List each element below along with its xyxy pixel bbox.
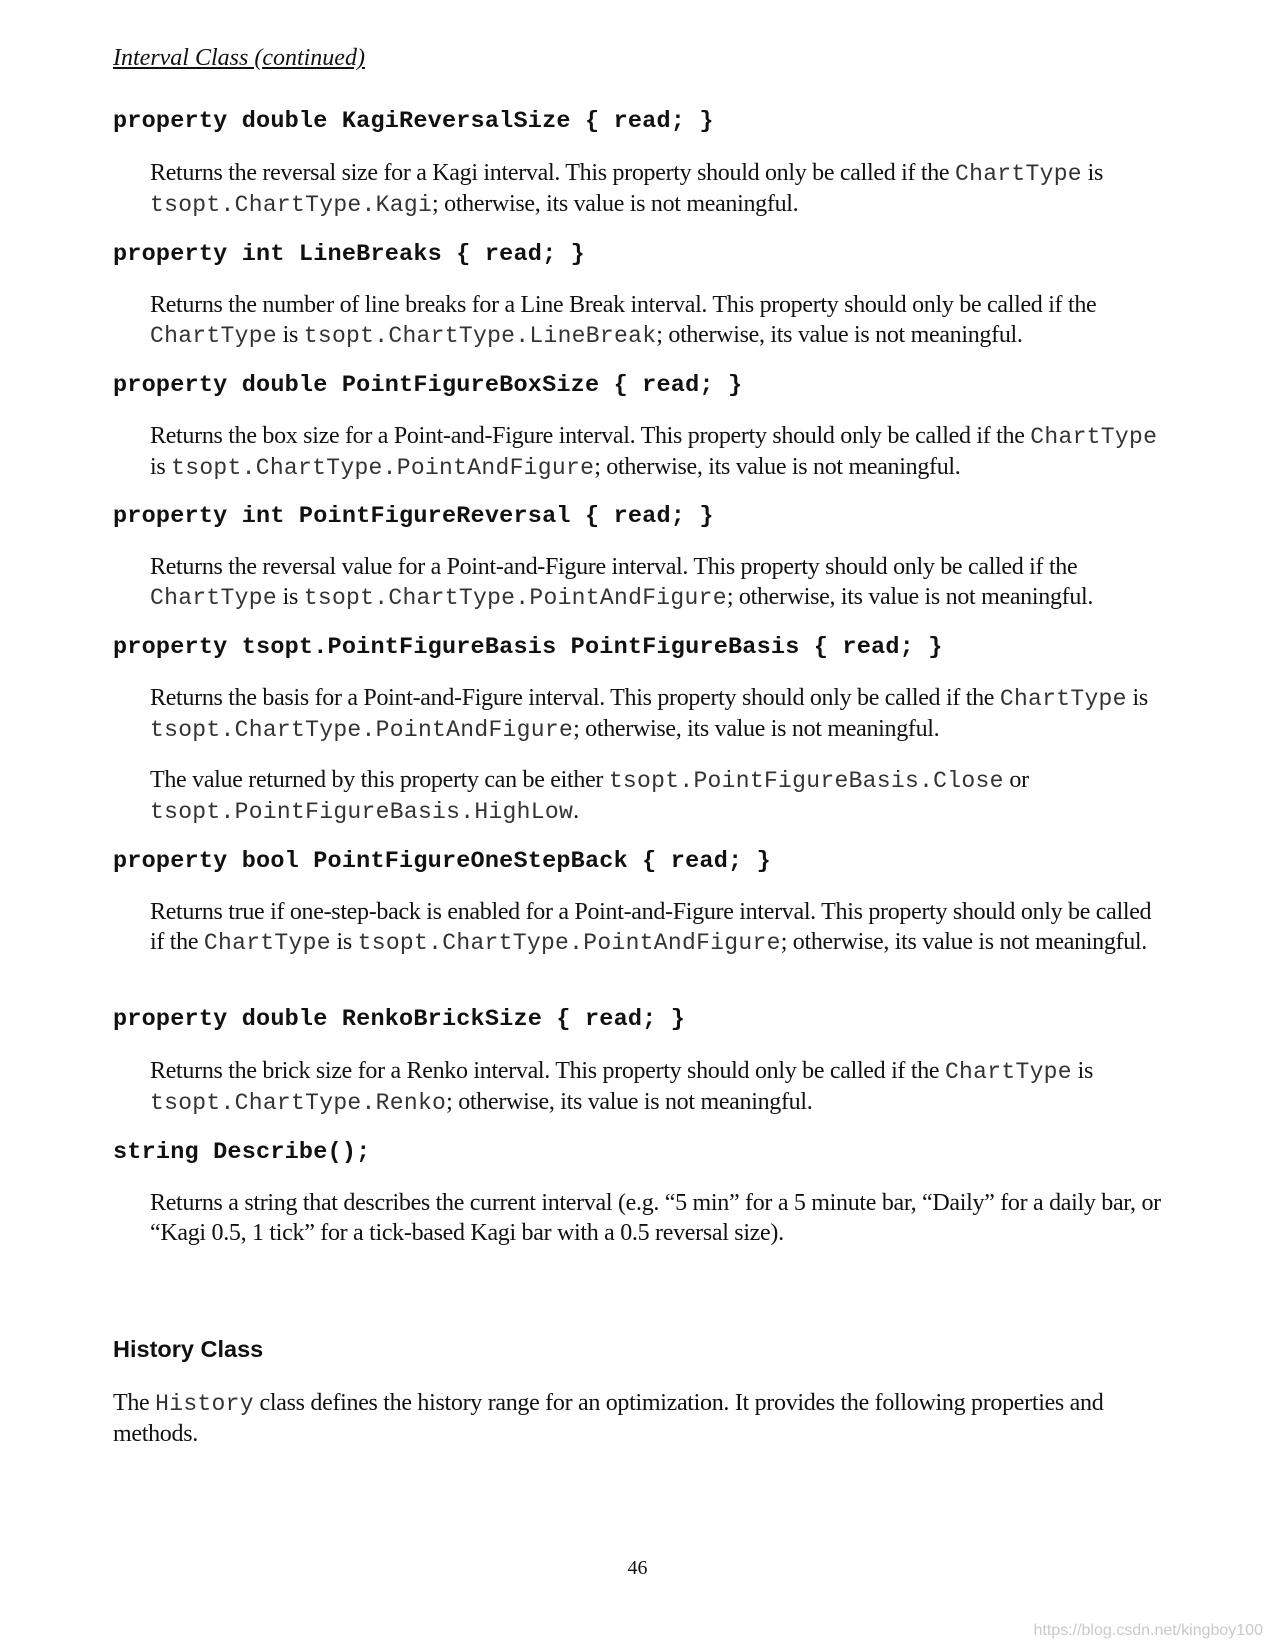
code-term: ChartType [203,930,331,956]
property-signature: property bool PointFigureOneStepBack { read; } [113,848,771,875]
section-intro: The History class defines the history range for an optimization. It provides the following properties and methods. [113,1390,1104,1447]
property-description: Returns the basis for a Point-and-Figure interval. This property should only be called if the ChartType is tsopt.ChartType.PointAndFigure; otherwise, its value is not meaningful. [150,685,1148,743]
page-number: 46 [627,1557,648,1579]
code-term: ChartType [150,323,277,349]
property-description: Returns the reversal size for a Kagi interval. This property should only be called if the ChartType is tsopt.ChartType.Kagi; otherwise, its value is not meaningful. [150,160,1104,218]
property-signature: property double RenkoBrickSize { read; } [113,1006,686,1033]
code-term: ChartType [944,1059,1072,1085]
code-term: History [155,1391,254,1417]
code-term: tsopt.ChartType.PointAndFigure [303,585,727,611]
method-description: Returns a string that describes the current interval (e.g. “5 min” for a 5 minute bar, “Daily” for a daily bar, or “Kagi 0.5, 1 tick” for a tick-based Kagi bar with a 0.5 reversal size). [150,1190,1161,1246]
code-term: tsopt.ChartType.Kagi [150,192,433,218]
code-term: ChartType [954,161,1082,187]
property-note: The value returned by this property can be either tsopt.PointFigureBasis.Close or tsopt.PointFigureBasis.HighLow. [150,767,1029,825]
code-term: tsopt.ChartType.LineBreak [303,323,657,349]
property-description: Returns the brick size for a Renko interval. This property should only be called if the ChartType is tsopt.ChartType.Renko; otherwise, its value is not meaningful. [150,1058,1093,1116]
code-term: ChartType [1030,424,1158,450]
code-term: tsopt.ChartType.PointAndFigure [357,930,781,956]
code-term: ChartType [999,686,1127,712]
running-header: Interval Class (continued) [113,45,365,71]
watermark: https://blog.csdn.net/kingboy100 [1033,1622,1263,1639]
property-description: Returns the box size for a Point-and-Figure interval. This property should only be called if the ChartType is tsopt.ChartType.PointAndFigure; otherwise, its value is not meaningful. [150,423,1158,481]
property-signature: property tsopt.PointFigureBasis PointFigureBasis { read; } [113,634,943,661]
property-description: Returns true if one-step-back is enabled for a Point-and-Figure interval. This property should only be called if the ChartType is tsopt.ChartType.PointAndFigure; otherwise, its value is not meaningful. [150,899,1152,956]
code-term: tsopt.ChartType.Renko [150,1090,447,1116]
property-signature: property double KagiReversalSize { read; } [113,108,714,135]
code-term: tsopt.PointFigureBasis.HighLow [150,799,574,825]
code-term: tsopt.ChartType.PointAndFigure [150,717,574,743]
code-term: tsopt.ChartType.PointAndFigure [171,455,595,481]
property-signature: property int PointFigureReversal { read; } [113,503,714,530]
property-signature: property int LineBreaks { read; } [113,241,585,268]
code-term: ChartType [150,585,277,611]
code-term: tsopt.PointFigureBasis.Close [608,768,1004,794]
method-signature: string Describe(); [113,1139,371,1166]
section-heading: History Class [113,1336,264,1362]
property-description: Returns the number of line breaks for a Line Break interval. This property should only be called if the ChartType is tsopt.ChartType.LineBreak; otherwise, its value is not meaningful. [150,292,1097,349]
property-description: Returns the reversal value for a Point-and-Figure interval. This property should only be called if the ChartType is tsopt.ChartType.PointAndFigure; otherwise, its value is not meaningful. [150,554,1094,611]
property-signature: property double PointFigureBoxSize { read; } [113,372,743,399]
